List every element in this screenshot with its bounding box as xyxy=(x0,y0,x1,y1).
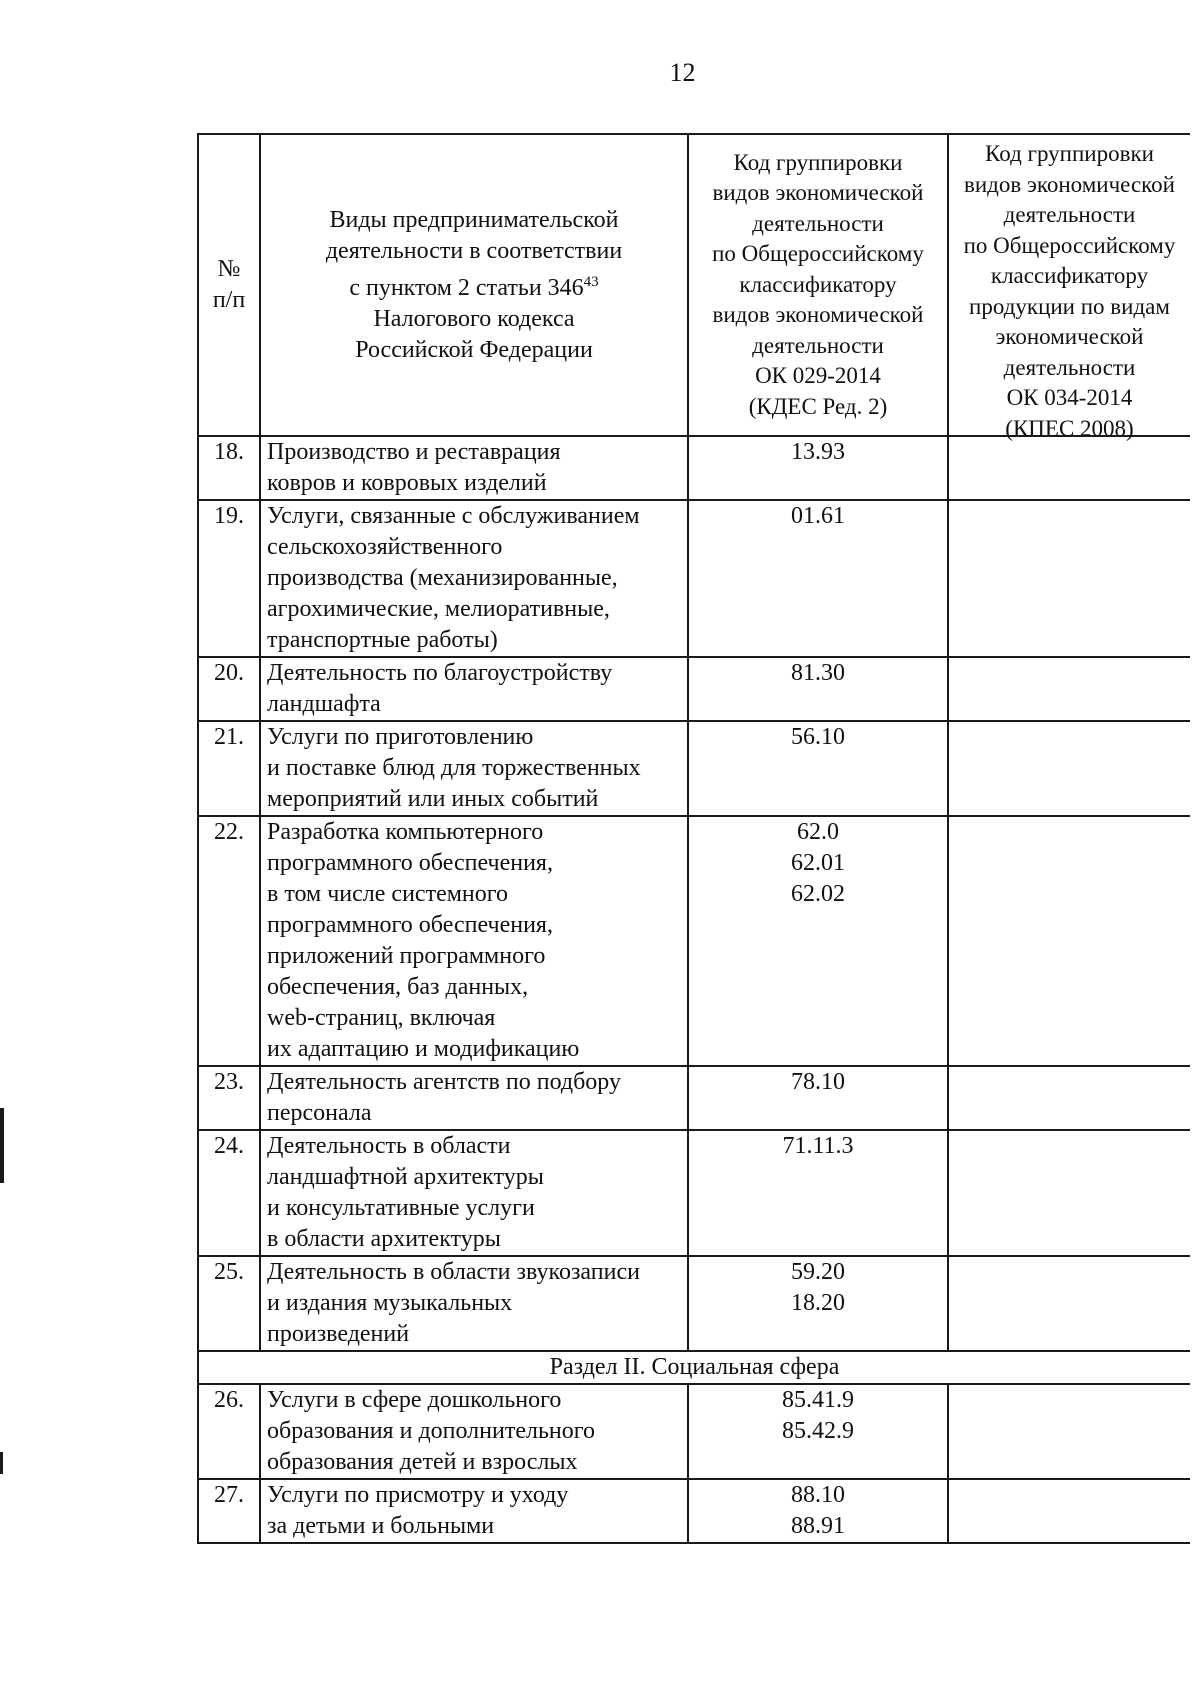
activity-line: персонала xyxy=(267,1100,372,1126)
okved-code: 85.42.9 xyxy=(782,1418,854,1444)
header-activity-article: с пунктом 2 статьи 346 xyxy=(349,274,584,301)
activity-line: Услуги в сфере дошкольного xyxy=(267,1387,562,1413)
row-okved-codes xyxy=(687,1067,947,1129)
header-okpd-line: по Общероссийскому xyxy=(963,232,1176,258)
okved-code: 78.10 xyxy=(791,1069,845,1095)
scan-mark xyxy=(0,1452,3,1474)
activity-line: произведений xyxy=(267,1321,410,1347)
table-row xyxy=(197,1385,1190,1480)
activity-line: Производство и реставрация xyxy=(267,439,561,465)
row-number: 22. xyxy=(197,817,259,1065)
okved-code: 01.61 xyxy=(791,503,845,529)
row-okpd-codes xyxy=(947,501,1190,656)
header-okved-line: по Общероссийскому xyxy=(712,241,924,267)
activity-line: ландшафтной архитектуры xyxy=(267,1164,544,1190)
activity-line: Деятельность в области звукозаписи xyxy=(267,1259,640,1285)
rows-group-1 xyxy=(197,437,1190,1352)
table-row xyxy=(197,658,1190,722)
header-okpd-line: ОК 034-2014 xyxy=(1006,385,1133,410)
row-okpd-codes xyxy=(947,1385,1190,1478)
header-num xyxy=(197,135,259,435)
header-activity-line xyxy=(261,267,687,304)
activity-line: Деятельность по благоустройству xyxy=(267,660,613,686)
table-row xyxy=(197,1257,1190,1352)
row-number: 23. xyxy=(197,1067,259,1129)
table-row xyxy=(197,817,1190,1067)
row-number: 26. xyxy=(197,1385,259,1478)
row-okved-codes xyxy=(687,437,947,499)
header-okved-line: деятельности xyxy=(752,332,884,358)
header-okved-line: видов экономической xyxy=(712,302,924,328)
activity-line: за детьми и больными xyxy=(267,1513,495,1539)
okved-code: 88.91 xyxy=(791,1513,845,1539)
activity-line: программного обеспечения, xyxy=(267,850,553,876)
activity-line: Деятельность в области xyxy=(267,1133,511,1159)
activity-line: и издания музыкальных xyxy=(267,1290,513,1316)
okved-code: 62.01 xyxy=(791,850,845,876)
activity-line: обеспечения, баз данных, xyxy=(267,974,529,1000)
header-okved xyxy=(687,135,947,435)
row-okved-codes xyxy=(687,501,947,656)
row-activity xyxy=(259,817,687,1065)
header-activity xyxy=(259,135,687,435)
row-okpd-codes xyxy=(947,1480,1190,1542)
activity-line: образования и дополнительного xyxy=(267,1418,595,1444)
okved-code: 88.10 xyxy=(791,1482,845,1508)
table-row xyxy=(197,1067,1190,1131)
row-activity xyxy=(259,658,687,720)
header-activity-line: Налогового кодекса xyxy=(373,305,575,332)
okved-code: 62.02 xyxy=(791,881,845,907)
activity-line: и поставке блюд для торжественных xyxy=(267,755,641,781)
header-okpd-line: (КПЕС 2008) xyxy=(1005,415,1134,441)
activity-line: ковров и ковровых изделий xyxy=(267,470,547,496)
header-num-line: № xyxy=(217,256,241,282)
row-okved-codes xyxy=(687,658,947,720)
table-row xyxy=(197,501,1190,658)
header-okved-line: видов экономической xyxy=(712,180,924,206)
header-okved-line: (КДЕС Ред. 2) xyxy=(748,393,888,419)
header-activity-line: деятельности в соответствии xyxy=(325,237,623,264)
header-okpd-line: деятельности xyxy=(1003,354,1136,380)
header-okved-line: классификатору xyxy=(739,271,897,297)
row-okpd-codes xyxy=(947,1067,1190,1129)
row-activity xyxy=(259,722,687,815)
okved-code: 62.0 xyxy=(797,819,839,845)
okved-code: 56.10 xyxy=(791,724,845,750)
activity-line: ландшафта xyxy=(267,691,381,717)
row-okpd-codes xyxy=(947,722,1190,815)
header-okved-line: ОК 029-2014 xyxy=(755,363,881,389)
row-number: 18. xyxy=(197,437,259,499)
activity-line: Деятельность агентств по подбору xyxy=(267,1069,621,1095)
row-activity xyxy=(259,437,687,499)
page-number: 12 xyxy=(669,58,696,87)
activity-line: в том числе системного xyxy=(267,881,508,907)
activity-line: транспортные работы) xyxy=(267,627,498,653)
activity-line: и консультативные услуги xyxy=(267,1195,535,1221)
activity-line: программного обеспечения, xyxy=(267,912,553,938)
row-number: 19. xyxy=(197,501,259,656)
row-okved-codes xyxy=(687,1257,947,1350)
section-title: Раздел II. Социальная сфера xyxy=(197,1352,1190,1383)
row-okpd-codes xyxy=(947,1257,1190,1350)
row-number: 25. xyxy=(197,1257,259,1350)
header-activity-line: Российской Федерации xyxy=(355,336,593,363)
row-number: 21. xyxy=(197,722,259,815)
header-okpd-line: классификатору xyxy=(990,263,1149,288)
row-activity xyxy=(259,1480,687,1542)
activity-table xyxy=(197,133,1190,1544)
header-num-line: п/п xyxy=(212,287,246,313)
activity-line: Услуги по приготовлению xyxy=(267,724,534,750)
row-number: 20. xyxy=(197,658,259,720)
okved-code: 18.20 xyxy=(791,1290,845,1316)
activity-line: приложений программного xyxy=(267,943,546,969)
okved-code: 59.20 xyxy=(791,1259,845,1285)
table-header xyxy=(197,135,1190,441)
row-okpd-codes xyxy=(947,817,1190,1065)
footnote-sup: 43 xyxy=(583,273,599,290)
table-row xyxy=(197,437,1190,501)
header-okpd-line: продукции по видам xyxy=(969,293,1170,319)
activity-line: их адаптацию и модификацию xyxy=(267,1036,580,1062)
row-activity xyxy=(259,1385,687,1478)
row-activity xyxy=(259,1257,687,1350)
activity-line: Разработка компьютерного xyxy=(267,819,544,845)
header-activity-line: Виды предпринимательской xyxy=(329,206,619,233)
header-okved-line: Код группировки xyxy=(733,149,903,175)
activity-line: мероприятий или иных событий xyxy=(267,786,599,812)
activity-line: в области архитектуры xyxy=(267,1226,501,1252)
table-row xyxy=(197,1131,1190,1257)
row-okved-codes xyxy=(687,1131,947,1255)
okved-code: 81.30 xyxy=(791,660,845,686)
row-activity xyxy=(259,1131,687,1255)
activity-line: образования детей и взрослых xyxy=(267,1449,578,1475)
scan-mark xyxy=(0,1108,4,1183)
activity-line: Услуги по присмотру и уходу xyxy=(267,1482,569,1508)
row-okved-codes xyxy=(687,722,947,815)
okved-code: 13.93 xyxy=(791,439,845,465)
rows-group-2 xyxy=(197,1385,1190,1544)
activity-line: сельскохозяйственного xyxy=(267,534,503,560)
header-okved-line: деятельности xyxy=(752,210,884,236)
okved-code: 85.41.9 xyxy=(782,1387,854,1413)
activity-line: производства (механизированные, xyxy=(267,565,618,591)
header-okpd-line: экономической xyxy=(995,324,1144,349)
row-okved-codes xyxy=(687,817,947,1065)
table-row xyxy=(197,1480,1190,1544)
header-okpd-line: Код группировки xyxy=(985,141,1154,166)
section-row xyxy=(197,1352,1190,1385)
header-okpd xyxy=(947,135,1190,441)
row-activity xyxy=(259,501,687,656)
activity-line: Услуги, связанные с обслуживанием xyxy=(267,503,640,529)
row-activity xyxy=(259,1067,687,1129)
table-row xyxy=(197,722,1190,817)
activity-line: web-страниц, включая xyxy=(267,1005,496,1031)
row-number: 24. xyxy=(197,1131,259,1255)
okved-code: 71.11.3 xyxy=(782,1133,854,1159)
row-okpd-codes xyxy=(947,1131,1190,1255)
row-okpd-codes xyxy=(947,658,1190,720)
activity-line: агрохимические, мелиоративные, xyxy=(267,596,610,622)
row-okved-codes xyxy=(687,1385,947,1478)
header-okpd-line: видов экономической xyxy=(964,171,1175,197)
row-number: 27. xyxy=(197,1480,259,1542)
row-okved-codes xyxy=(687,1480,947,1542)
row-okpd-codes xyxy=(947,437,1190,499)
header-okpd-line: деятельности xyxy=(1003,202,1136,227)
